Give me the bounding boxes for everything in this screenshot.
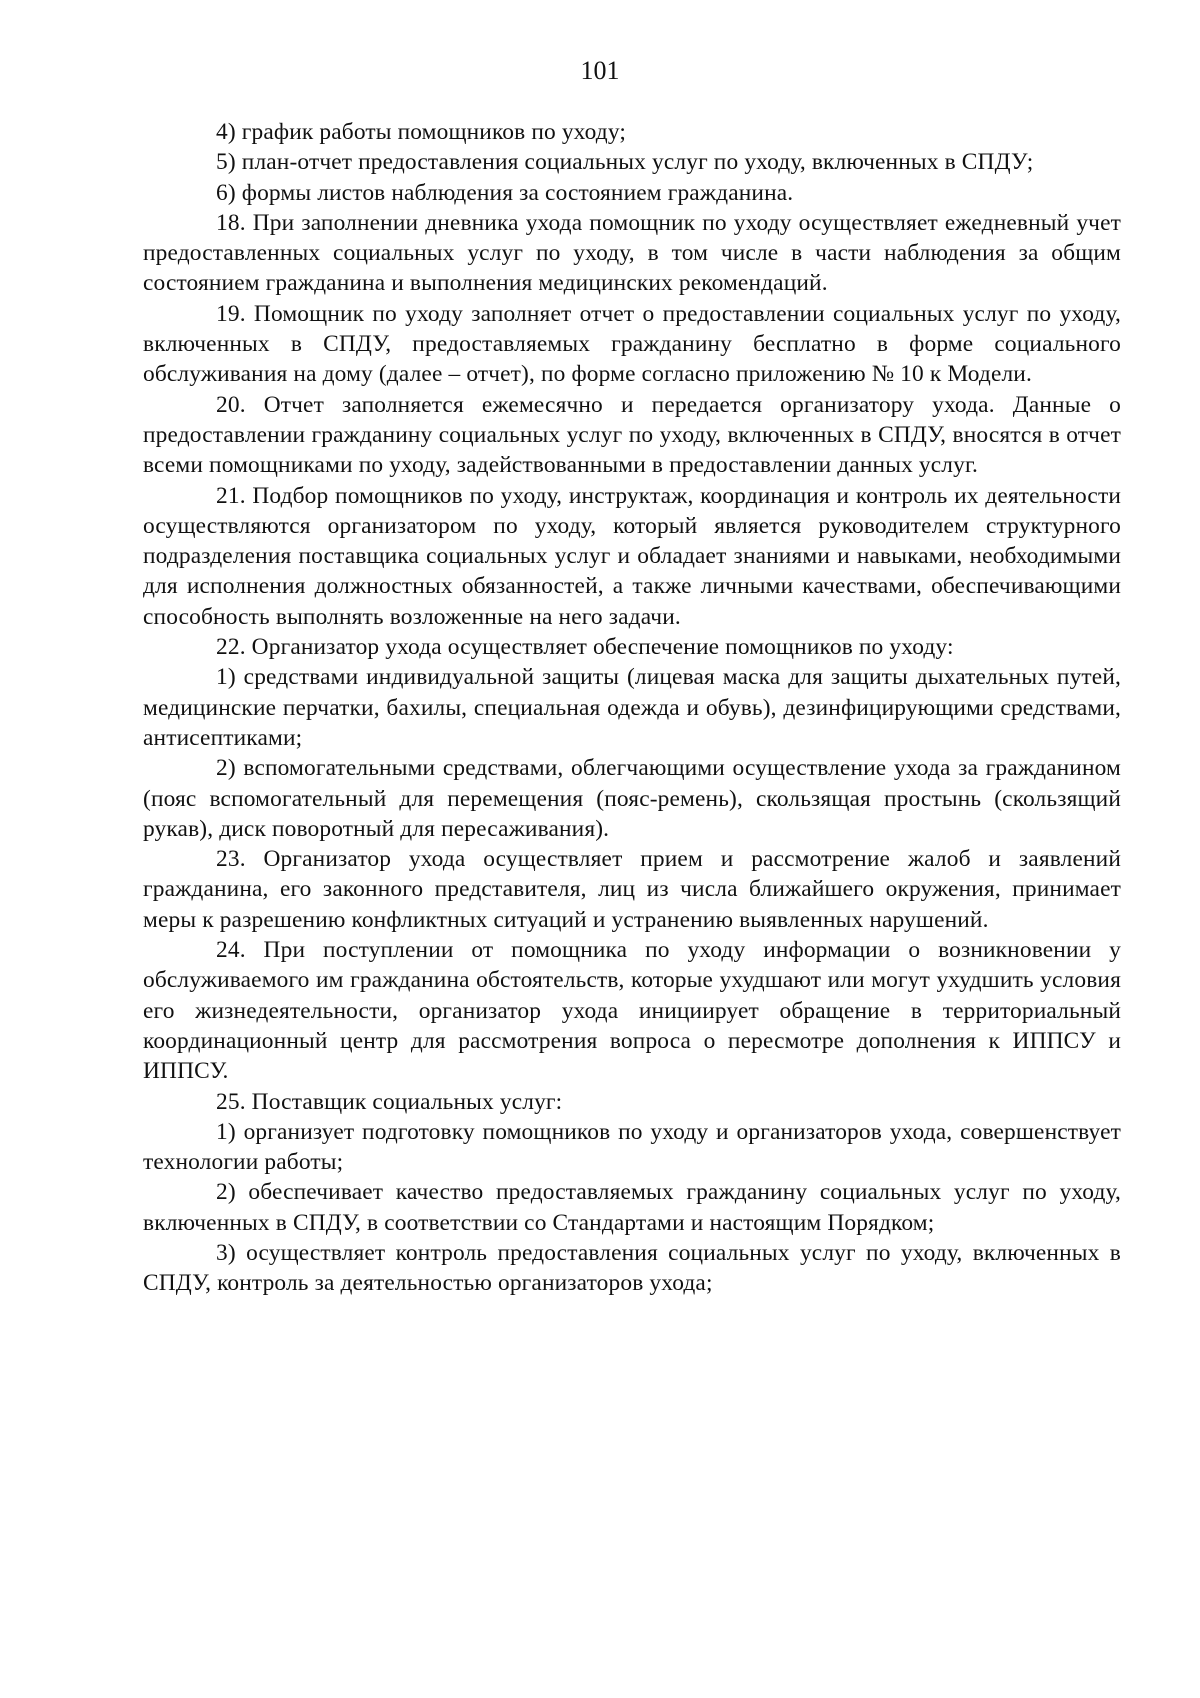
paragraph-clause-25-item-1: 1) организует подготовку помощников по уходу и организаторов ухода, совершенствует технологии работы; <box>143 1118 1121 1176</box>
paragraph-item-5: 5) план-отчет предоставления социальных услуг по уходу, включенных в СПДУ; <box>216 149 1034 176</box>
document-body <box>143 117 1121 1299</box>
paragraph-clause-24: 24. При поступлении от помощника по уходу информации о возникновении у обслуживаемого им гражданина обстоятельств, которые ухудшают или могут ухудшить условия его жизнедеятельности, организатор ухода инициирует обращение в территориальный координационный центр для рассмотрения вопроса о пересмотре дополнения к ИППСУ и ИППСУ. <box>143 937 1121 1085</box>
paragraph-clause-20: 20. Отчет заполняется ежемесячно и передается организатору ухода. Данные о предоставлении гражданину социальных услуг по уходу, включенных в СПДУ, вносятся в отчет всеми помощниками по уходу, задействованными в предоставлении данных услуг. <box>143 391 1121 479</box>
paragraph-clause-25-item-3: 3) осуществляет контроль предоставления социальных услуг по уходу, включенных в СПДУ, контроль за деятельностью организаторов ухода; <box>143 1239 1121 1297</box>
paragraph-clause-22: 22. Организатор ухода осуществляет обеспечение помощников по уходу: <box>216 634 954 661</box>
paragraph-clause-19: 19. Помощник по уходу заполняет отчет о предоставлении социальных услуг по уходу, включенных в СПДУ, предоставляемых гражданину бесплатно в форме социального обслуживания на дому (далее – отчет), по форме согласно приложению № 10 к Модели. <box>143 300 1121 388</box>
paragraph-clause-23: 23. Организатор ухода осуществляет прием и рассмотрение жалоб и заявлений гражданина, его законного представителя, лиц из числа ближайшего окружения, принимает меры к разрешению конфликтных ситуаций и устранению выявленных нарушений. <box>143 846 1121 933</box>
paragraph-item-4: 4) график работы помощников по уходу; <box>216 119 627 145</box>
page-number: 101 <box>580 56 620 85</box>
paragraph-clause-25: 25. Поставщик социальных услуг: <box>216 1088 563 1115</box>
paragraph-clause-21: 21. Подбор помощников по уходу, инструктаж, координация и контроль их деятельности осуществляются организатором по уходу, который является руководителем структурного подразделения поставщика социальных услуг и обладает знаниями и навыками, необходимыми для исполнения должностных обязанностей, а также личными качествами, обеспечивающими способность выполнять возложенные на него задачи. <box>143 482 1121 630</box>
paragraph-clause-22-item-2: 2) вспомогательными средствами, облегчающими осуществление ухода за гражданином (пояс вспомогательный для перемещения (пояс-ремень), скользящая простынь (скользящий рукав), диск поворотный для пересаживания). <box>143 755 1121 842</box>
paragraph-clause-25-item-2: 2) обеспечивает качество предоставляемых гражданину социальных услуг по уходу, включенных в СПДУ, в соответствии со Стандартами и настоящим Порядком; <box>143 1179 1121 1236</box>
paragraph-clause-18: 18. При заполнении дневника ухода помощник по уходу осуществляет ежедневный учет предоставленных социальных услуг по уходу, в том числе в части наблюдения за общим состоянием гражданина и выполнения медицинских рекомендаций. <box>143 209 1121 297</box>
paragraph-clause-22-item-1: 1) средствами индивидуальной защиты (лицевая маска для защиты дыхательных путей, медицинские перчатки, бахилы, специальная одежда и обувь), дезинфицирующими средствами, антисептиками; <box>143 664 1121 751</box>
paragraph-item-6: 6) формы листов наблюдения за состоянием гражданина. <box>216 179 794 206</box>
